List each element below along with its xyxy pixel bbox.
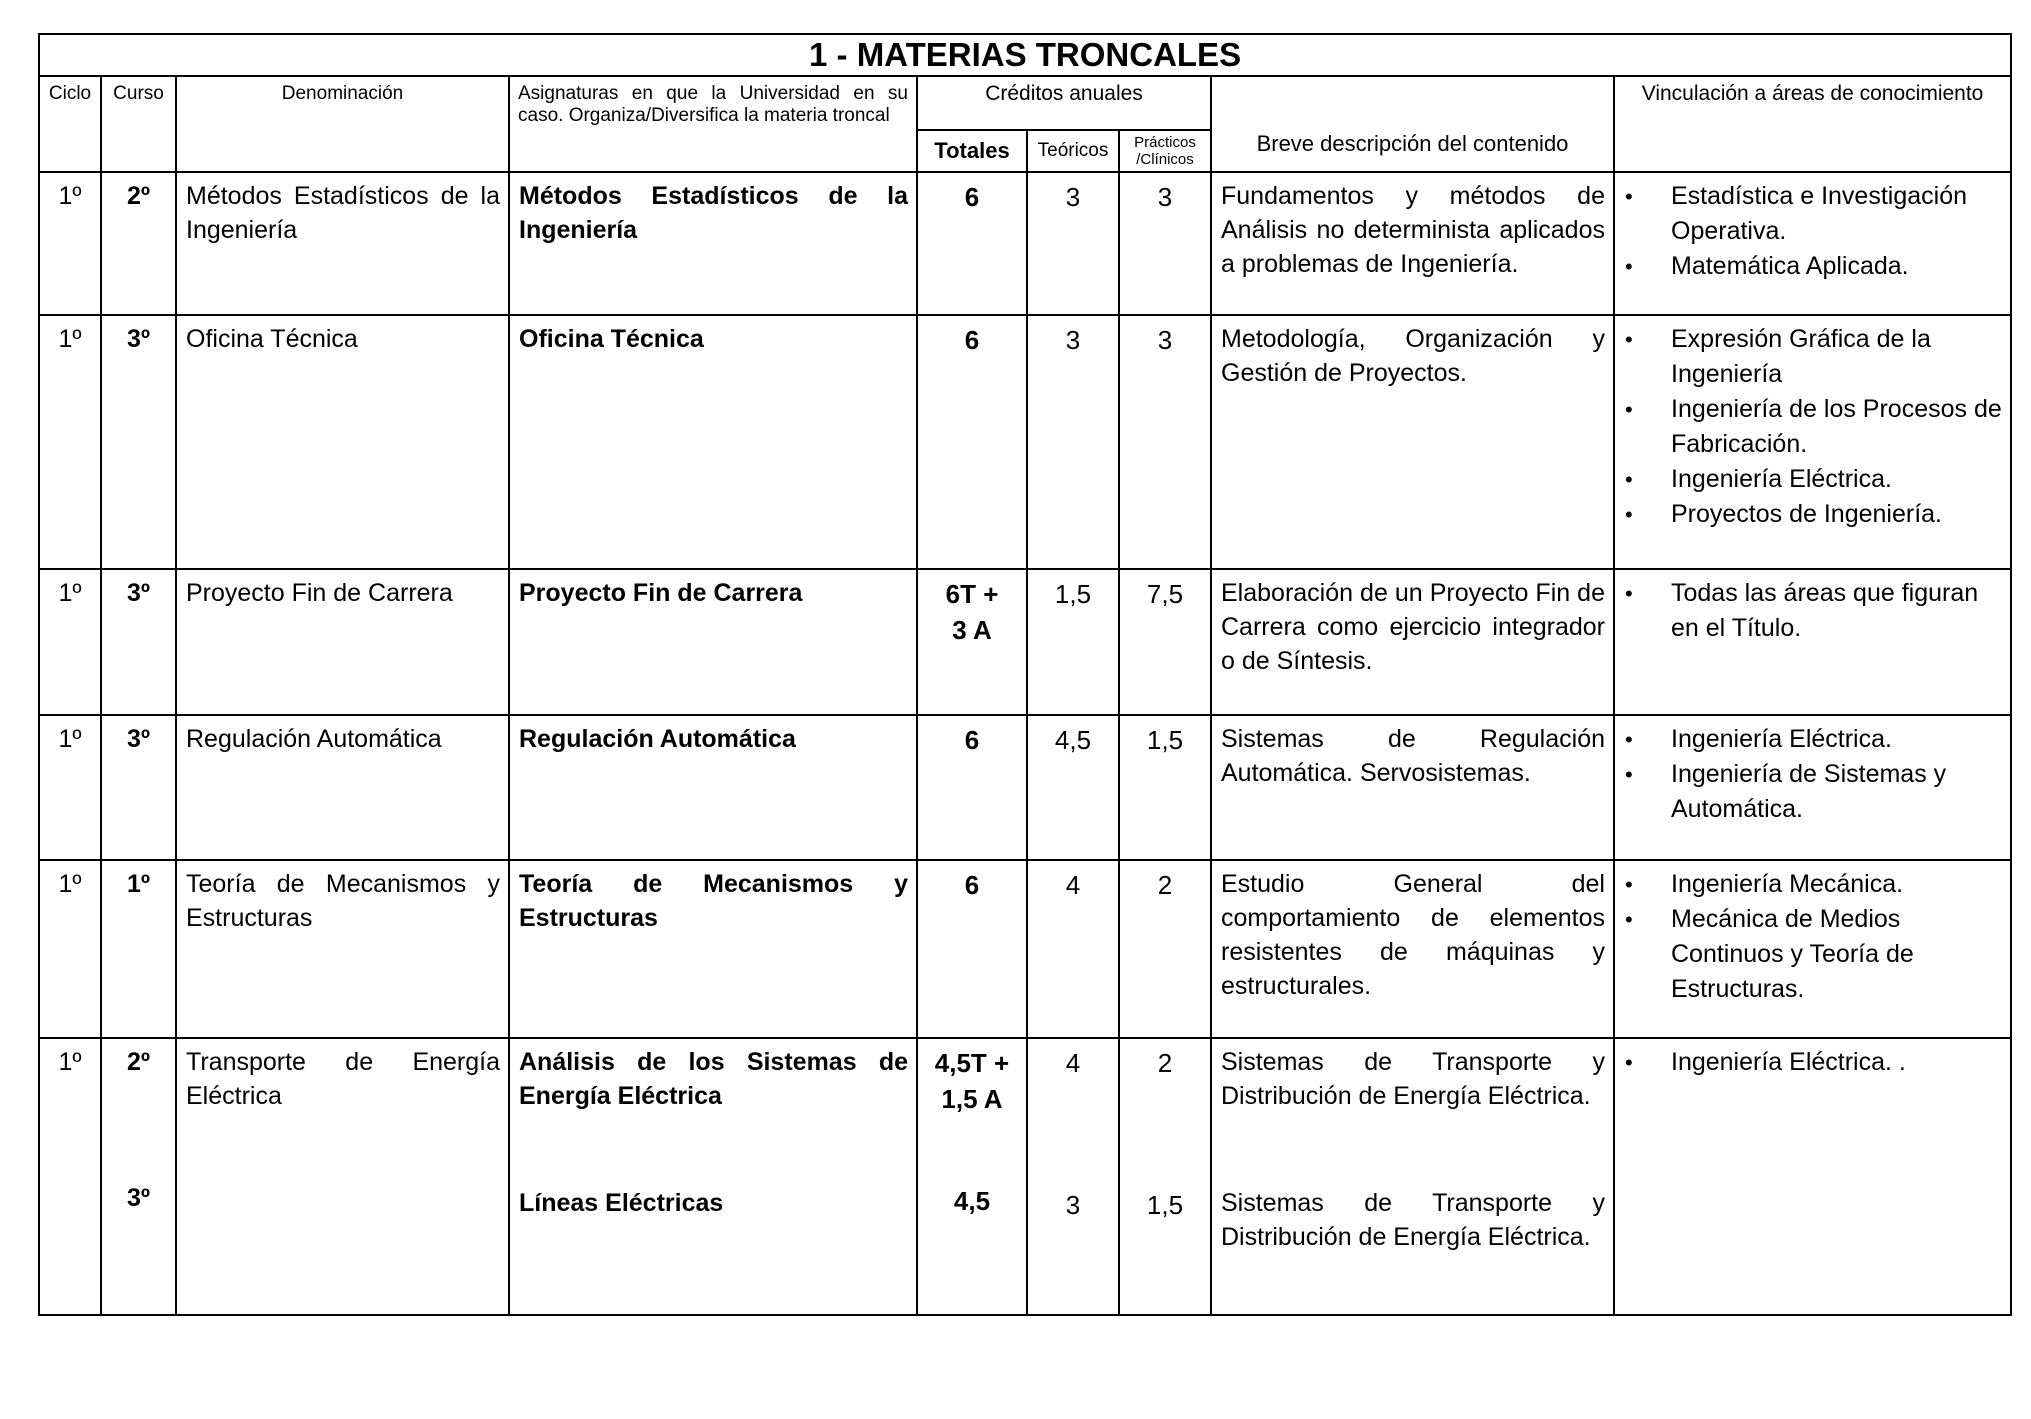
sub-practicos-value: 1,5: [1146, 1190, 1184, 1220]
curso-cell: 1º: [101, 860, 176, 1038]
ciclo-cell: 1º: [39, 1038, 101, 1315]
asignatura-cell: Regulación Automática: [509, 715, 917, 860]
curso-value: 2º: [126, 1048, 151, 1076]
area-item: • Proyectos de Ingeniería.: [1615, 497, 2004, 532]
areas-cell: [1614, 315, 2011, 569]
totales-cell: 6: [917, 715, 1027, 860]
area-item: • Ingeniería Eléctrica.: [1615, 462, 2004, 497]
teoricos-value: 4: [1065, 1048, 1081, 1078]
header-creditos: Créditos anuales: [917, 76, 1211, 130]
teoricos-cell: 3: [1027, 315, 1119, 569]
descripcion-value: Sistemas de Transporte y Distribución de Energía Eléctrica.: [1221, 1048, 1605, 1110]
ciclo-cell: 1º: [39, 860, 101, 1038]
areas-cell: [1614, 860, 2011, 1038]
sub-asignatura-value: Líneas Eléctricas: [519, 1189, 724, 1217]
denominacion-cell: Proyecto Fin de Carrera: [176, 569, 509, 715]
descripcion-cell: Sistemas de Regulación Automática. Servosistemas.: [1211, 715, 1614, 860]
totales-value: 4,5T + 1,5 A: [934, 1048, 1010, 1114]
practicos-cell: 3: [1119, 315, 1211, 569]
teoricos-cell: 1,5: [1027, 569, 1119, 715]
ciclo-cell: 1º: [39, 172, 101, 315]
area-item: • Estadística e Investigación Operativa.: [1615, 179, 2004, 249]
descripcion-cell: Metodología, Organización y Gestión de Proyectos.: [1211, 315, 1614, 569]
ciclo-cell: 1º: [39, 569, 101, 715]
header-totales: Totales: [917, 130, 1027, 172]
document: [38, 33, 2010, 1316]
ciclo-cell: 1º: [39, 315, 101, 569]
practicos-cell: 2: [1119, 860, 1211, 1038]
area-item: • Matemática Aplicada.: [1615, 249, 2004, 284]
denominacion-cell: Regulación Automática: [176, 715, 509, 860]
area-item: • Ingeniería de los Procesos de Fabricación.: [1615, 392, 2004, 462]
descripcion-cell: Estudio General del comportamiento de elementos resistentes de máquinas y estructurales.: [1211, 860, 1614, 1038]
practicos-cell: [1119, 1038, 1211, 1315]
sub-descripcion-value: Sistemas de Transporte y Distribución de Energía Eléctrica.: [1221, 1189, 1605, 1251]
totales-cell: 6T + 3 A: [917, 569, 1027, 715]
table-row: [39, 569, 2011, 715]
asignatura-cell: Métodos Estadísticos de la Ingeniería: [509, 172, 917, 315]
curso-cell: 3º: [101, 569, 176, 715]
denominacion-cell: Oficina Técnica: [176, 315, 509, 569]
areas-cell: [1614, 715, 2011, 860]
table-row: [39, 1038, 2011, 1315]
sub-teoricos-value: 3: [1065, 1190, 1081, 1220]
area-item: • Ingeniería Eléctrica. .: [1615, 1045, 2004, 1080]
areas-cell: [1614, 569, 2011, 715]
totales-cell: 6: [917, 860, 1027, 1038]
descripcion-cell: [1211, 1038, 1614, 1315]
asignatura-cell: Oficina Técnica: [509, 315, 917, 569]
denominacion-cell: Transporte de Energía Eléctrica: [176, 1038, 509, 1315]
ciclo-cell: 1º: [39, 715, 101, 860]
header-asignaturas: Asignaturas en que la Universidad en su caso. Organiza/Diversifica la materia troncal: [509, 76, 917, 172]
table-row: [39, 715, 2011, 860]
asignatura-value: Análisis de los Sistemas de Energía Eléctrica: [519, 1048, 908, 1110]
table-row: [39, 172, 2011, 315]
totales-cell: [917, 1038, 1027, 1315]
header-denominacion: Denominación: [176, 76, 509, 172]
area-item: • Ingeniería Mecánica.: [1615, 867, 2004, 902]
teoricos-cell: 3: [1027, 172, 1119, 315]
totales-cell: 6: [917, 172, 1027, 315]
areas-cell: [1614, 172, 2011, 315]
totales-cell: 6: [917, 315, 1027, 569]
area-item: • Todas las áreas que figuran en el Título.: [1615, 576, 2004, 646]
area-item: • Ingeniería Eléctrica.: [1615, 722, 2004, 757]
teoricos-cell: 4,5: [1027, 715, 1119, 860]
practicos-cell: 3: [1119, 172, 1211, 315]
sub-curso-value: 3º: [126, 1184, 151, 1212]
asignatura-cell: Proyecto Fin de Carrera: [509, 569, 917, 715]
practicos-cell: 1,5: [1119, 715, 1211, 860]
curso-cell: [101, 1038, 176, 1315]
header-descripcion: Breve descripción del contenido: [1211, 76, 1614, 172]
teoricos-cell: 4: [1027, 860, 1119, 1038]
area-item: • Expresión Gráfica de la Ingeniería: [1615, 322, 2004, 392]
practicos-cell: 7,5: [1119, 569, 1211, 715]
denominacion-cell: Métodos Estadísticos de la Ingeniería: [176, 172, 509, 315]
header-vinculacion: Vinculación a áreas de conocimiento: [1614, 76, 2011, 172]
curso-cell: 2º: [101, 172, 176, 315]
table-row: [39, 860, 2011, 1038]
curso-cell: 3º: [101, 315, 176, 569]
sub-totales-value: 4,5: [953, 1186, 991, 1216]
practicos-value: 2: [1157, 1048, 1173, 1078]
teoricos-cell: [1027, 1038, 1119, 1315]
asignatura-cell: [509, 1038, 917, 1315]
area-item: • Ingeniería de Sistemas y Automática.: [1615, 757, 2004, 827]
materias-troncales-table: [38, 33, 2012, 1316]
denominacion-cell: Teoría de Mecanismos y Estructuras: [176, 860, 509, 1038]
curso-cell: 3º: [101, 715, 176, 860]
table-title: 1 - MATERIAS TRONCALES: [39, 34, 2011, 76]
header-practicos: Prácticos /Clínicos: [1119, 130, 1211, 172]
descripcion-cell: Fundamentos y métodos de Análisis no determinista aplicados a problemas de Ingeniería.: [1211, 172, 1614, 315]
area-item: • Mecánica de Medios Continuos y Teoría de Estructuras.: [1615, 902, 2004, 1007]
descripcion-cell: Elaboración de un Proyecto Fin de Carrera como ejercicio integrador o de Síntesis.: [1211, 569, 1614, 715]
asignatura-cell: Teoría de Mecanismos y Estructuras: [509, 860, 917, 1038]
header-ciclo: Ciclo: [39, 76, 101, 172]
header-curso: Curso: [101, 76, 176, 172]
table-row: [39, 315, 2011, 569]
header-teoricos: Teóricos: [1027, 130, 1119, 172]
areas-cell: [1614, 1038, 2011, 1315]
